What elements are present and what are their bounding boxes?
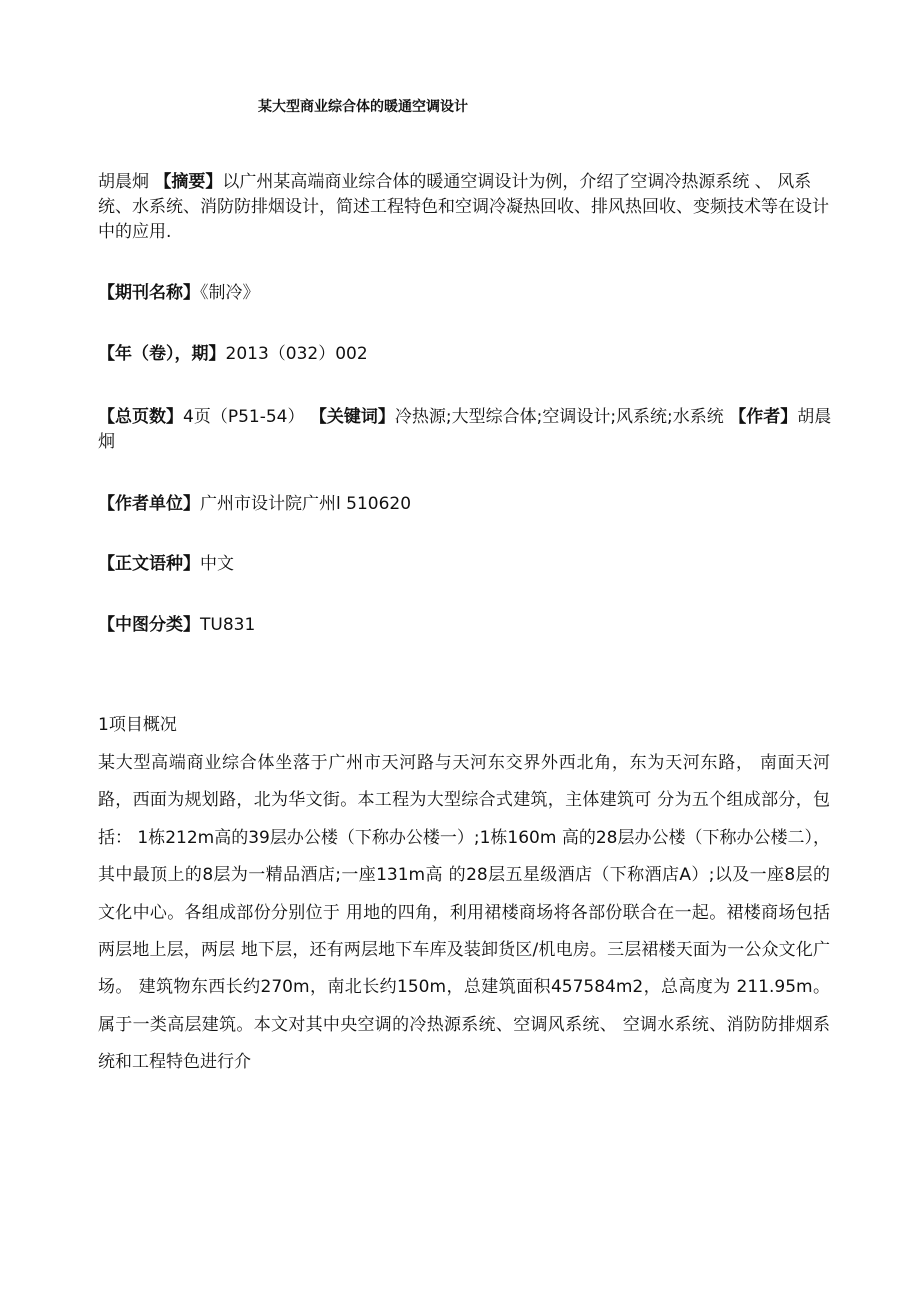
section-heading: 1项目概况: [98, 715, 177, 735]
pages-label: 【总页数】: [98, 407, 183, 427]
language-line: [98, 552, 838, 577]
language-value: 中文: [200, 554, 234, 574]
authors-value: 胡晨炯: [98, 407, 832, 452]
affiliation-line: [98, 492, 838, 517]
pages-keywords-authors-line: [98, 405, 838, 455]
author-inline: 胡晨炯: [98, 172, 149, 192]
language-label: 【正文语种】: [98, 554, 200, 574]
journal-line: [98, 281, 838, 306]
classification-value: TU831: [200, 615, 256, 635]
journal-value: 《制冷》: [200, 283, 260, 303]
year-issue-line: [98, 342, 838, 367]
authors-label: 【作者】: [729, 407, 798, 427]
affiliation-label: 【作者单位】: [98, 494, 200, 514]
year-issue-label: 【年（卷），期】: [98, 344, 226, 364]
abstract-paragraph: [98, 170, 838, 245]
document-title: 某大型商业综合体的暖通空调设计: [258, 99, 468, 115]
classification-line: [98, 613, 838, 638]
pages-value: 4页（P51-54）: [183, 407, 305, 427]
classification-label: 【中图分类】: [98, 615, 200, 635]
journal-label: 【期刊名称】: [98, 283, 200, 303]
abstract-text: 以广州某高端商业综合体的暖通空调设计为例，介绍了空调冷热源系统 、 风系统、水系统、消防防排烟设计，简述工程特色和空调冷凝热回收、排风热回收、变频技术等在设计中的应用.: [98, 172, 829, 242]
abstract-label: 【摘要】: [154, 172, 223, 192]
keywords-value: 冷热源;大型综合体;空调设计;风系统;水系统: [394, 407, 724, 427]
section-body: 某大型高端商业综合体坐落于广州市天河路与天河东交界外西北角，东为天河东路， 南面天河路，西面为规划路，北为华文街。本工程为大型综合式建筑，主体建筑可 分为五个组成部分，包括： 1栋212m高的39层办公楼（下称办公楼一）;1栋160m 高的28层办公楼（下称办公楼二），其中最顶上的8层为一精品酒店;一座131m高 的28层五星级酒店（下称酒店A）;以及一座8层的文化中心。各组成部份分别位于 用地的四角，利用裙楼商场将各部份联合在一起。裙楼商场包括两层地上层，两层 地下层，还有两层地下车库及装卸货区/机电房。三层裙楼天面为一公众文化广场。 建筑物东西长约270m，南北长约150m，总建筑面积457584m2，总高度为 211.95m。属于一类高层建筑。本文对其中央空调的冷热源系统、空调风系统、 空调水系统、消防防排烟系统和工程特色进行介: [98, 753, 830, 1073]
keywords-label: 【关键词】: [309, 407, 395, 427]
affiliation-value: 广州市设计院广州l 510620: [200, 494, 412, 514]
year-issue-value: 2013（032）002: [225, 344, 368, 364]
